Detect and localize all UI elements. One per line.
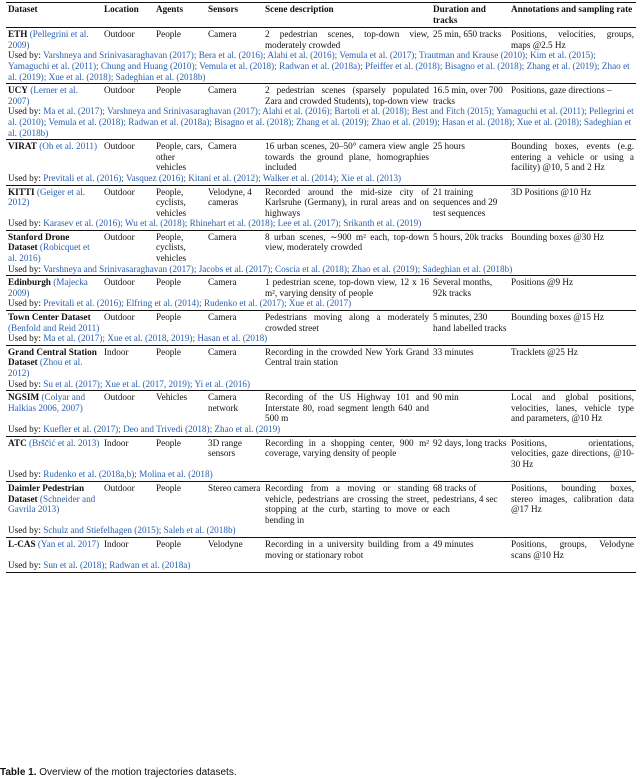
dataset-citation-link[interactable]: (Zhou et al. 2012): [8, 357, 83, 378]
used-by-label: Used by:: [8, 263, 44, 274]
caption-text: Overview of the motion trajectories datasets.: [39, 767, 237, 778]
table-caption: [0, 767, 237, 778]
dataset-location: Outdoor: [102, 230, 154, 263]
used-by-cell: [6, 424, 636, 436]
dataset-location: Indoor: [102, 537, 154, 560]
used-by-references[interactable]: Schulz and Stiefelhagen (2015); Saleh et al. (2018b): [43, 525, 236, 536]
used-by-cell: [6, 379, 636, 391]
dataset-citation-link[interactable]: (Yan et al. 2017): [37, 538, 100, 549]
dataset-citation-link[interactable]: (Brščić et al. 2013): [29, 437, 100, 448]
used-by-cell: [6, 173, 636, 185]
dataset-duration: 21 training sequences and 29 test sequences: [431, 185, 509, 218]
table-row: [6, 391, 636, 424]
used-by-label: Used by:: [8, 106, 44, 117]
dataset-scene-description: 2 pedestrian scenes (sparsely populated Zara and crowded Students), top-down view: [265, 85, 429, 106]
dataset-agents: People: [154, 28, 206, 51]
used-by-label: Used by:: [8, 50, 44, 61]
dataset-agents: People: [154, 481, 206, 525]
dataset-name: L-CAS: [8, 538, 36, 549]
dataset-duration: Several months, 92k tracks: [431, 276, 509, 299]
dataset-duration: 25 hours: [431, 140, 509, 173]
table-row: [6, 311, 636, 334]
dataset-duration: 49 minutes: [431, 537, 509, 560]
dataset-name-cell: [6, 391, 102, 424]
dataset-location: Indoor: [102, 436, 154, 469]
used-by-row: [6, 333, 636, 345]
datasets-table-page: [6, 2, 636, 573]
dataset-sensors: Camera: [206, 276, 263, 299]
dataset-annotations: Local and global positions, velocities, lanes, vehicle type and parameters, @10 Hz: [511, 392, 634, 424]
used-by-cell: [6, 50, 636, 83]
dataset-scene-description: 8 urban scenes, ∼900 m² each, top-down view, moderately crowded: [263, 230, 431, 263]
table-body: [6, 28, 636, 573]
used-by-label: Used by:: [8, 560, 44, 571]
table-row: [6, 28, 636, 51]
dataset-sensors: Stereo camera: [206, 481, 263, 525]
used-by-references[interactable]: Kuefler et al. (2017); Deo and Trivedi (2018); Zhao et al. (2019): [43, 423, 281, 434]
dataset-scene-description: Recording from a moving or standing vehicle, pedestrians are crossing the street, stopping at the curb, starting to move or bending in: [265, 482, 429, 525]
dataset-agents: People: [154, 537, 206, 560]
dataset-annotations: Positions @9 Hz: [509, 276, 636, 299]
dataset-agents: People: [154, 84, 206, 107]
header-location: Location: [102, 3, 154, 28]
dataset-location: Outdoor: [102, 185, 154, 218]
dataset-duration: 25 min, 650 tracks: [431, 28, 509, 51]
used-by-row: [6, 264, 636, 276]
dataset-sensors: Camera: [206, 230, 263, 263]
dataset-name: ATC: [8, 437, 27, 448]
used-by-references[interactable]: Varshneya and Srinivasaraghavan (2017); Bera et al. (2016); Alahi et al. (2016); Vemula et al. (2017); Trautman and Krause (2010); Kim et al. (2015); Yamaguchi et al. (2011); Chung and Huang (2010); Vemula et al. (2018); Radwan et al. (2018a); Pfeiffer et al. (2018); Bisagno et al. (2018); Zhang et al. (2019); Zhao et al. (2019); Xue et al. (2018); Sadeghian et al. (2018b): [8, 50, 630, 82]
used-by-row: [6, 560, 636, 572]
dataset-name: Edinburgh: [8, 277, 51, 288]
dataset-scene-description: 1 pedestrian scene, top-down view, 12 x 16 m², varying density of people: [265, 277, 429, 298]
dataset-annotations: Tracklets @25 Hz: [509, 345, 636, 378]
dataset-sensors: Velodyne, 4 cameras: [206, 185, 263, 218]
used-by-row: [6, 298, 636, 310]
used-by-row: [6, 525, 636, 537]
used-by-row: [6, 424, 636, 436]
dataset-duration: 68 tracks of pedestrians, 4 sec each: [431, 481, 509, 525]
dataset-citation-link[interactable]: (Oh et al. 2011): [39, 141, 98, 152]
header-sensors: Sensors: [206, 3, 263, 28]
table-row: [6, 185, 636, 218]
dataset-duration: 16.5 min, over 700 tracks: [431, 84, 509, 107]
used-by-references[interactable]: Previtali et al. (2016); Vasquez (2016); Kitani et al. (2012); Walker et al. (2014); Xie et al. (2013): [43, 172, 402, 183]
dataset-location: Indoor: [102, 345, 154, 378]
dataset-scene-description: Recording in a shopping center, 900 m² coverage, varying density of people: [263, 436, 431, 469]
dataset-duration: 5 minutes, 230 hand labelled tracks: [431, 311, 509, 334]
used-by-row: [6, 50, 636, 83]
header-dataset: Dataset: [6, 3, 102, 28]
dataset-name-cell: [6, 230, 102, 263]
used-by-label: Used by:: [8, 333, 44, 344]
dataset-sensors: Camera network: [206, 391, 263, 424]
dataset-citation-link[interactable]: (Schneider and Gavrila 2013): [8, 493, 96, 515]
dataset-name-cell: [6, 276, 102, 299]
dataset-name: Town Center Dataset: [8, 312, 91, 323]
dataset-name: VIRAT: [8, 141, 37, 152]
dataset-duration: 33 minutes: [431, 345, 509, 378]
header-scene-description: Scene description: [263, 3, 431, 28]
dataset-name-cell: [6, 436, 102, 469]
used-by-cell: [6, 298, 636, 310]
used-by-label: Used by:: [8, 469, 44, 480]
dataset-annotations: Positions, orientations, velocities, gaze directions, @10-30 Hz: [511, 437, 634, 469]
dataset-annotations: Positions, gaze directions –: [509, 84, 636, 107]
used-by-references[interactable]: Su et al. (2017); Xue et al. (2017, 2019); Yi et al. (2016): [43, 378, 251, 389]
table-row: [6, 140, 636, 173]
caption-label: Table 1.: [0, 767, 37, 778]
used-by-label: Used by:: [8, 218, 44, 229]
dataset-agents: People: [154, 436, 206, 469]
header-annotations: Annotations and sampling rate: [509, 3, 636, 28]
dataset-citation-link[interactable]: (Lerner et al. 2007): [8, 85, 78, 106]
used-by-row: [6, 173, 636, 185]
dataset-agents: People: [154, 276, 206, 299]
used-by-references[interactable]: Ma et al. (2017); Xue et al. (2018, 2019); Hasan et al. (2018): [43, 333, 268, 344]
dataset-location: Outdoor: [102, 276, 154, 299]
dataset-duration: 92 days, long tracks: [431, 436, 509, 469]
dataset-scene-description: Recording in a university building from a moving or stationary robot: [265, 538, 429, 560]
dataset-scene-description: Recording in the crowded New York Grand Central train station: [263, 345, 431, 378]
used-by-label: Used by:: [8, 172, 44, 183]
table-row: [6, 436, 636, 469]
dataset-annotations: 3D Positions @10 Hz: [509, 185, 636, 218]
dataset-name: Daimler Pedestrian Dataset: [8, 482, 85, 504]
used-by-cell: [6, 333, 636, 345]
dataset-name-cell: [6, 84, 102, 107]
dataset-citation-link[interactable]: (Benfold and Reid 2011): [8, 322, 100, 333]
used-by-references[interactable]: Karasev et al. (2016); Wu et al. (2018); Rhinehart et al. (2018); Lee et al. (2017); Srikanth et al. (2019): [43, 218, 422, 229]
dataset-annotations: Positions, velocities, groups, maps @2.5 Hz: [511, 29, 634, 50]
used-by-references[interactable]: Varshneya and Srinivasaraghavan (2017); Jacobs et al. (2017); Coscia et al. (2018); Zhao et al. (2019); Sadeghian et al. (2018b): [43, 263, 513, 274]
dataset-name-cell: [6, 311, 102, 334]
dataset-citation-link[interactable]: (Colyar and Halkias 2006, 2007): [8, 392, 86, 413]
used-by-row: [6, 106, 636, 139]
dataset-annotations: Positions, bounding boxes, stereo images, calibration data @17 Hz: [509, 481, 636, 525]
dataset-annotations: Bounding boxes @15 Hz: [509, 311, 636, 334]
dataset-agents: Vehicles: [154, 391, 206, 424]
dataset-location: Outdoor: [102, 84, 154, 107]
dataset-agents: People: [154, 311, 206, 334]
dataset-scene-description: 2 pedestrian scenes, top-down view, moderately crowded: [265, 29, 429, 50]
used-by-label: Used by:: [8, 525, 44, 536]
used-by-references[interactable]: Sun et al. (2018); Radwan et al. (2018a): [43, 560, 191, 571]
dataset-sensors: Velodyne: [206, 537, 263, 560]
dataset-name-cell: [6, 481, 102, 525]
dataset-location: Outdoor: [102, 391, 154, 424]
dataset-name: Stanford Drone Dataset: [8, 231, 70, 253]
dataset-sensors: Camera: [206, 84, 263, 107]
datasets-table: [6, 2, 636, 573]
table-row: [6, 84, 636, 107]
dataset-name: UCY: [8, 85, 28, 96]
used-by-row: [6, 469, 636, 481]
used-by-row: [6, 379, 636, 391]
used-by-cell: [6, 106, 636, 139]
dataset-duration: 5 hours, 20k tracks: [431, 230, 509, 263]
dataset-scene-description: Pedestrians moving along a moderately crowded street: [265, 312, 429, 333]
dataset-name-cell: [6, 28, 102, 51]
table-row: [6, 481, 636, 525]
used-by-label: Used by:: [8, 423, 44, 434]
dataset-agents: People, cyclists, vehicles: [154, 230, 206, 263]
table-header-row: [6, 3, 636, 28]
used-by-cell: [6, 525, 636, 537]
dataset-citation-link[interactable]: (Robicquet et al. 2016): [8, 242, 90, 264]
dataset-name: NGSIM: [8, 392, 40, 403]
dataset-duration: 90 min: [431, 391, 509, 424]
dataset-location: Outdoor: [102, 140, 154, 173]
dataset-name-cell: [6, 345, 102, 378]
dataset-location: Outdoor: [102, 311, 154, 334]
dataset-scene-description: Recording of the US Highway 101 and Interstate 80, road segment length 640 and 500 m: [265, 392, 429, 424]
header-agents: Agents: [154, 3, 206, 28]
used-by-cell: [6, 560, 636, 572]
dataset-citation-link[interactable]: (Majecka 2009): [8, 277, 88, 298]
used-by-cell: [6, 218, 636, 230]
dataset-scene-description: 16 urban scenes, 20–50° camera view angle towards the ground plane, homographies included: [265, 141, 429, 173]
dataset-agents: People, cyclists, vehicles: [154, 185, 206, 218]
table-row: [6, 537, 636, 560]
dataset-sensors: Camera: [206, 345, 263, 378]
dataset-sensors: Camera: [206, 311, 263, 334]
used-by-label: Used by:: [8, 378, 44, 389]
dataset-location: Outdoor: [102, 28, 154, 51]
dataset-citation-link[interactable]: (Pellegrini et al. 2009): [8, 29, 89, 50]
dataset-name: ETH: [8, 29, 28, 40]
used-by-references[interactable]: Previtali et al. (2016); Elfring et al. (2014); Rudenko et al. (2017); Xue et al. (2017): [43, 298, 352, 309]
table-row: [6, 230, 636, 263]
header-duration: Duration and tracks: [431, 3, 509, 28]
dataset-name-cell: [6, 537, 102, 560]
dataset-scene-description: Recorded around the mid-size city of Karlsruhe (Germany), in rural areas and on highways: [265, 186, 429, 218]
table-row: [6, 276, 636, 299]
dataset-name-cell: [6, 140, 102, 173]
dataset-name: Grand Central Station Dataset: [8, 346, 97, 368]
dataset-agents: People: [154, 345, 206, 378]
dataset-name: KITTI: [8, 186, 35, 197]
used-by-references[interactable]: Ma et al. (2017); Varshneya and Srinivasaraghavan (2017); Alahi et al. (2016); Bartoli et al. (2018); Best and Fitch (2015); Yamaguchi et al. (2011); Pellegrini et al. (2010); Vemula et al. (2018); Radwan et al. (2018a); Bisagno et al. (2018); Zhang et al. (2019); Zhao et al. (2019); Hasan et al. (2018); Xue et al. (2018); Sadeghian et al. (2018b): [8, 106, 634, 138]
dataset-annotations: Positions, groups, Velodyne scans @10 Hz: [511, 538, 634, 560]
used-by-row: [6, 218, 636, 230]
dataset-sensors: Camera: [206, 28, 263, 51]
used-by-cell: [6, 264, 636, 276]
dataset-sensors: Camera: [206, 140, 263, 173]
dataset-name-cell: [6, 185, 102, 218]
dataset-sensors: 3D range sensors: [206, 436, 263, 469]
dataset-annotations: Bounding boxes, events (e.g. entering a vehicle or using a facility) @10, 5 and 2 Hz: [511, 141, 634, 173]
table-row: [6, 345, 636, 378]
dataset-annotations: Bounding boxes @30 Hz: [509, 230, 636, 263]
dataset-citation-link[interactable]: (Geiger et al. 2012): [8, 186, 86, 208]
dataset-agents: People, cars, other vehicles: [154, 140, 206, 173]
used-by-cell: [6, 469, 636, 481]
used-by-references[interactable]: Rudenko et al. (2018a,b); Molina et al. (2018): [43, 469, 213, 480]
dataset-location: Outdoor: [102, 481, 154, 525]
used-by-label: Used by:: [8, 298, 44, 309]
